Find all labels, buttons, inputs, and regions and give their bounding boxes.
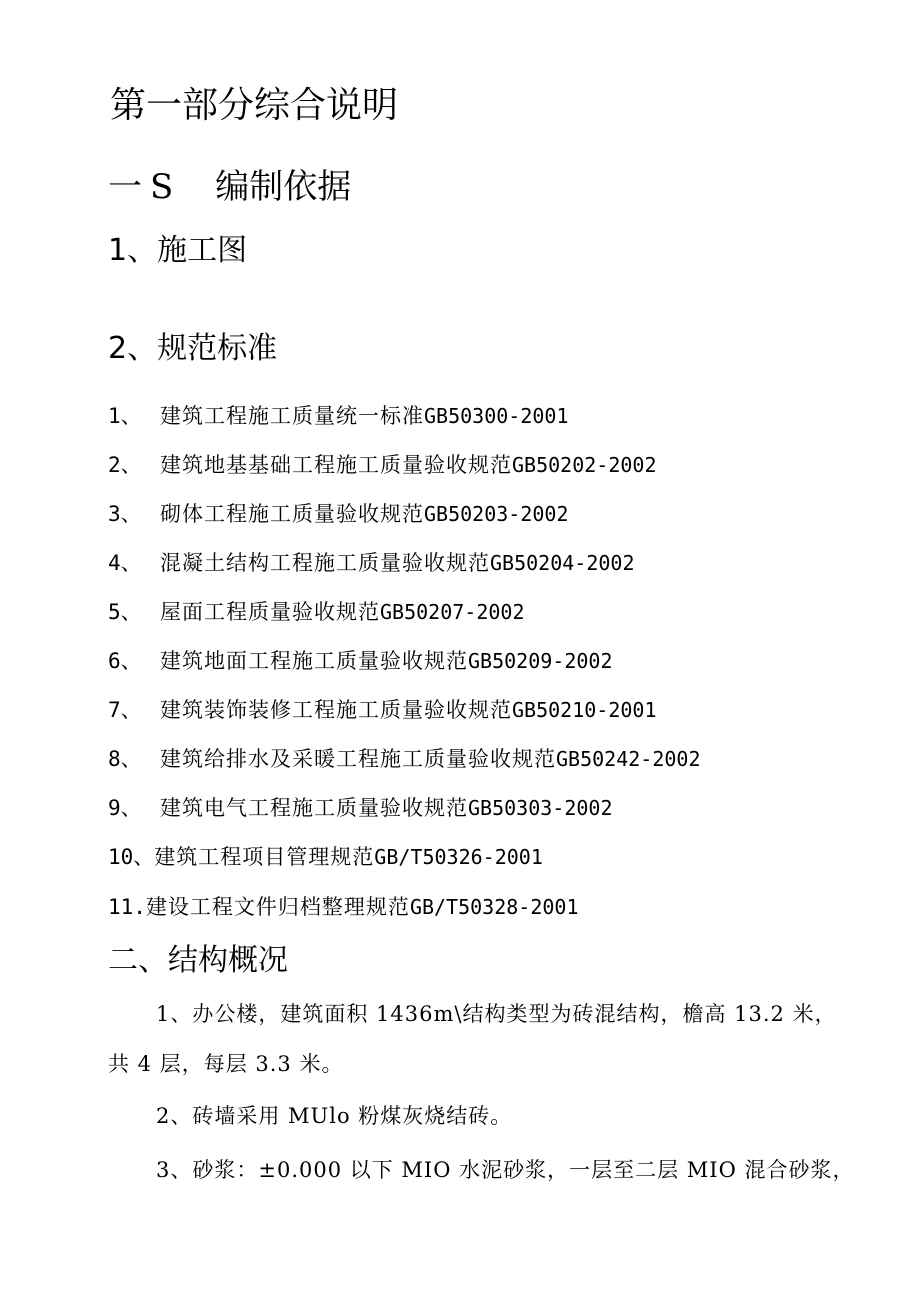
standard-name: 屋面工程质量验收规范 (160, 600, 380, 624)
standard-index: 8、 (108, 747, 142, 771)
subsection-title: 施工图 (157, 233, 248, 268)
standard-code: GB50202-2002 (512, 453, 657, 477)
standard-code: GB50203-2002 (424, 502, 569, 526)
subsection-number: 1、 (108, 233, 158, 268)
document-title: 第一部分综合说明 (110, 85, 399, 126)
standard-name: 建筑给排水及采暖工程施工质量验收规范 (160, 747, 556, 771)
standard-name: 建设工程文件归档整理规范 (145, 895, 410, 919)
standard-name: 建筑地基基础工程施工质量验收规范 (160, 453, 512, 477)
paragraph-mortar: 3、砂浆：±0.000 以下 MIO 水泥砂浆，一层至二层 MIO 混合砂浆， (156, 1158, 855, 1182)
section-title: 编制依据 (215, 167, 352, 207)
standard-code: GB/T50328-2001 (409, 895, 579, 919)
standard-name: 混凝土结构工程施工质量验收规范 (160, 551, 490, 575)
standard-item (108, 455, 657, 476)
standard-index: 7、 (108, 698, 142, 722)
section-heading-structure (108, 943, 288, 978)
standard-index: 1、 (108, 404, 142, 428)
standard-code: GB50207-2002 (380, 600, 525, 624)
subsection-title: 规范标准 (157, 331, 278, 366)
standard-item (108, 749, 701, 770)
section-title: 结构概况 (168, 943, 288, 978)
standard-item (108, 504, 569, 525)
subsection-heading-standards (108, 331, 278, 366)
standard-index: 2、 (108, 453, 142, 477)
standard-item (108, 406, 569, 427)
standard-code: GB50303-2002 (468, 796, 613, 820)
section-number: 二、 (108, 943, 168, 978)
standard-index: 3、 (108, 502, 142, 526)
section-heading-basis (108, 167, 352, 207)
standard-code: GB50204-2002 (490, 551, 635, 575)
standard-code: GB50210-2001 (512, 698, 657, 722)
subsection-number: 2、 (108, 331, 158, 366)
subsection-heading-drawings (108, 233, 248, 268)
standard-item (108, 651, 613, 672)
standard-code: GB/T50326-2001 (374, 845, 543, 869)
standard-item (108, 700, 657, 721)
standard-index: 11. (108, 895, 146, 919)
paragraph-brick-wall: 2、砖墙采用 MUlo 粉煤灰烧结砖。 (156, 1104, 513, 1128)
standard-index: 9、 (108, 796, 142, 820)
standard-name: 建筑工程项目管理规范 (154, 845, 375, 869)
standard-item (108, 798, 613, 819)
standard-name: 建筑装饰装修工程施工质量验收规范 (160, 698, 512, 722)
section-number: 一S (108, 167, 182, 207)
standard-item (108, 847, 543, 868)
standard-item (108, 553, 635, 574)
standard-name: 建筑电气工程施工质量验收规范 (160, 796, 468, 820)
standard-index: 5、 (108, 600, 142, 624)
standard-index: 10、 (108, 845, 155, 869)
paragraph-office-building: 1、办公楼，建筑面积 1436m\结构类型为砖混结构，檐高 13.2 米， (156, 1002, 837, 1026)
standard-index: 4、 (108, 551, 142, 575)
standard-name: 砌体工程施工质量验收规范 (160, 502, 424, 526)
standard-index: 6、 (108, 649, 142, 673)
paragraph-office-building-continued: 共 4 层，每层 3.3 米。 (108, 1052, 344, 1076)
standard-item (108, 602, 525, 623)
standard-item (108, 897, 579, 918)
standard-code: GB50300-2001 (424, 404, 569, 428)
standard-code: GB50209-2002 (468, 649, 613, 673)
standard-name: 建筑地面工程施工质量验收规范 (160, 649, 468, 673)
standard-code: GB50242-2002 (556, 747, 701, 771)
standard-name: 建筑工程施工质量统一标准 (160, 404, 424, 428)
